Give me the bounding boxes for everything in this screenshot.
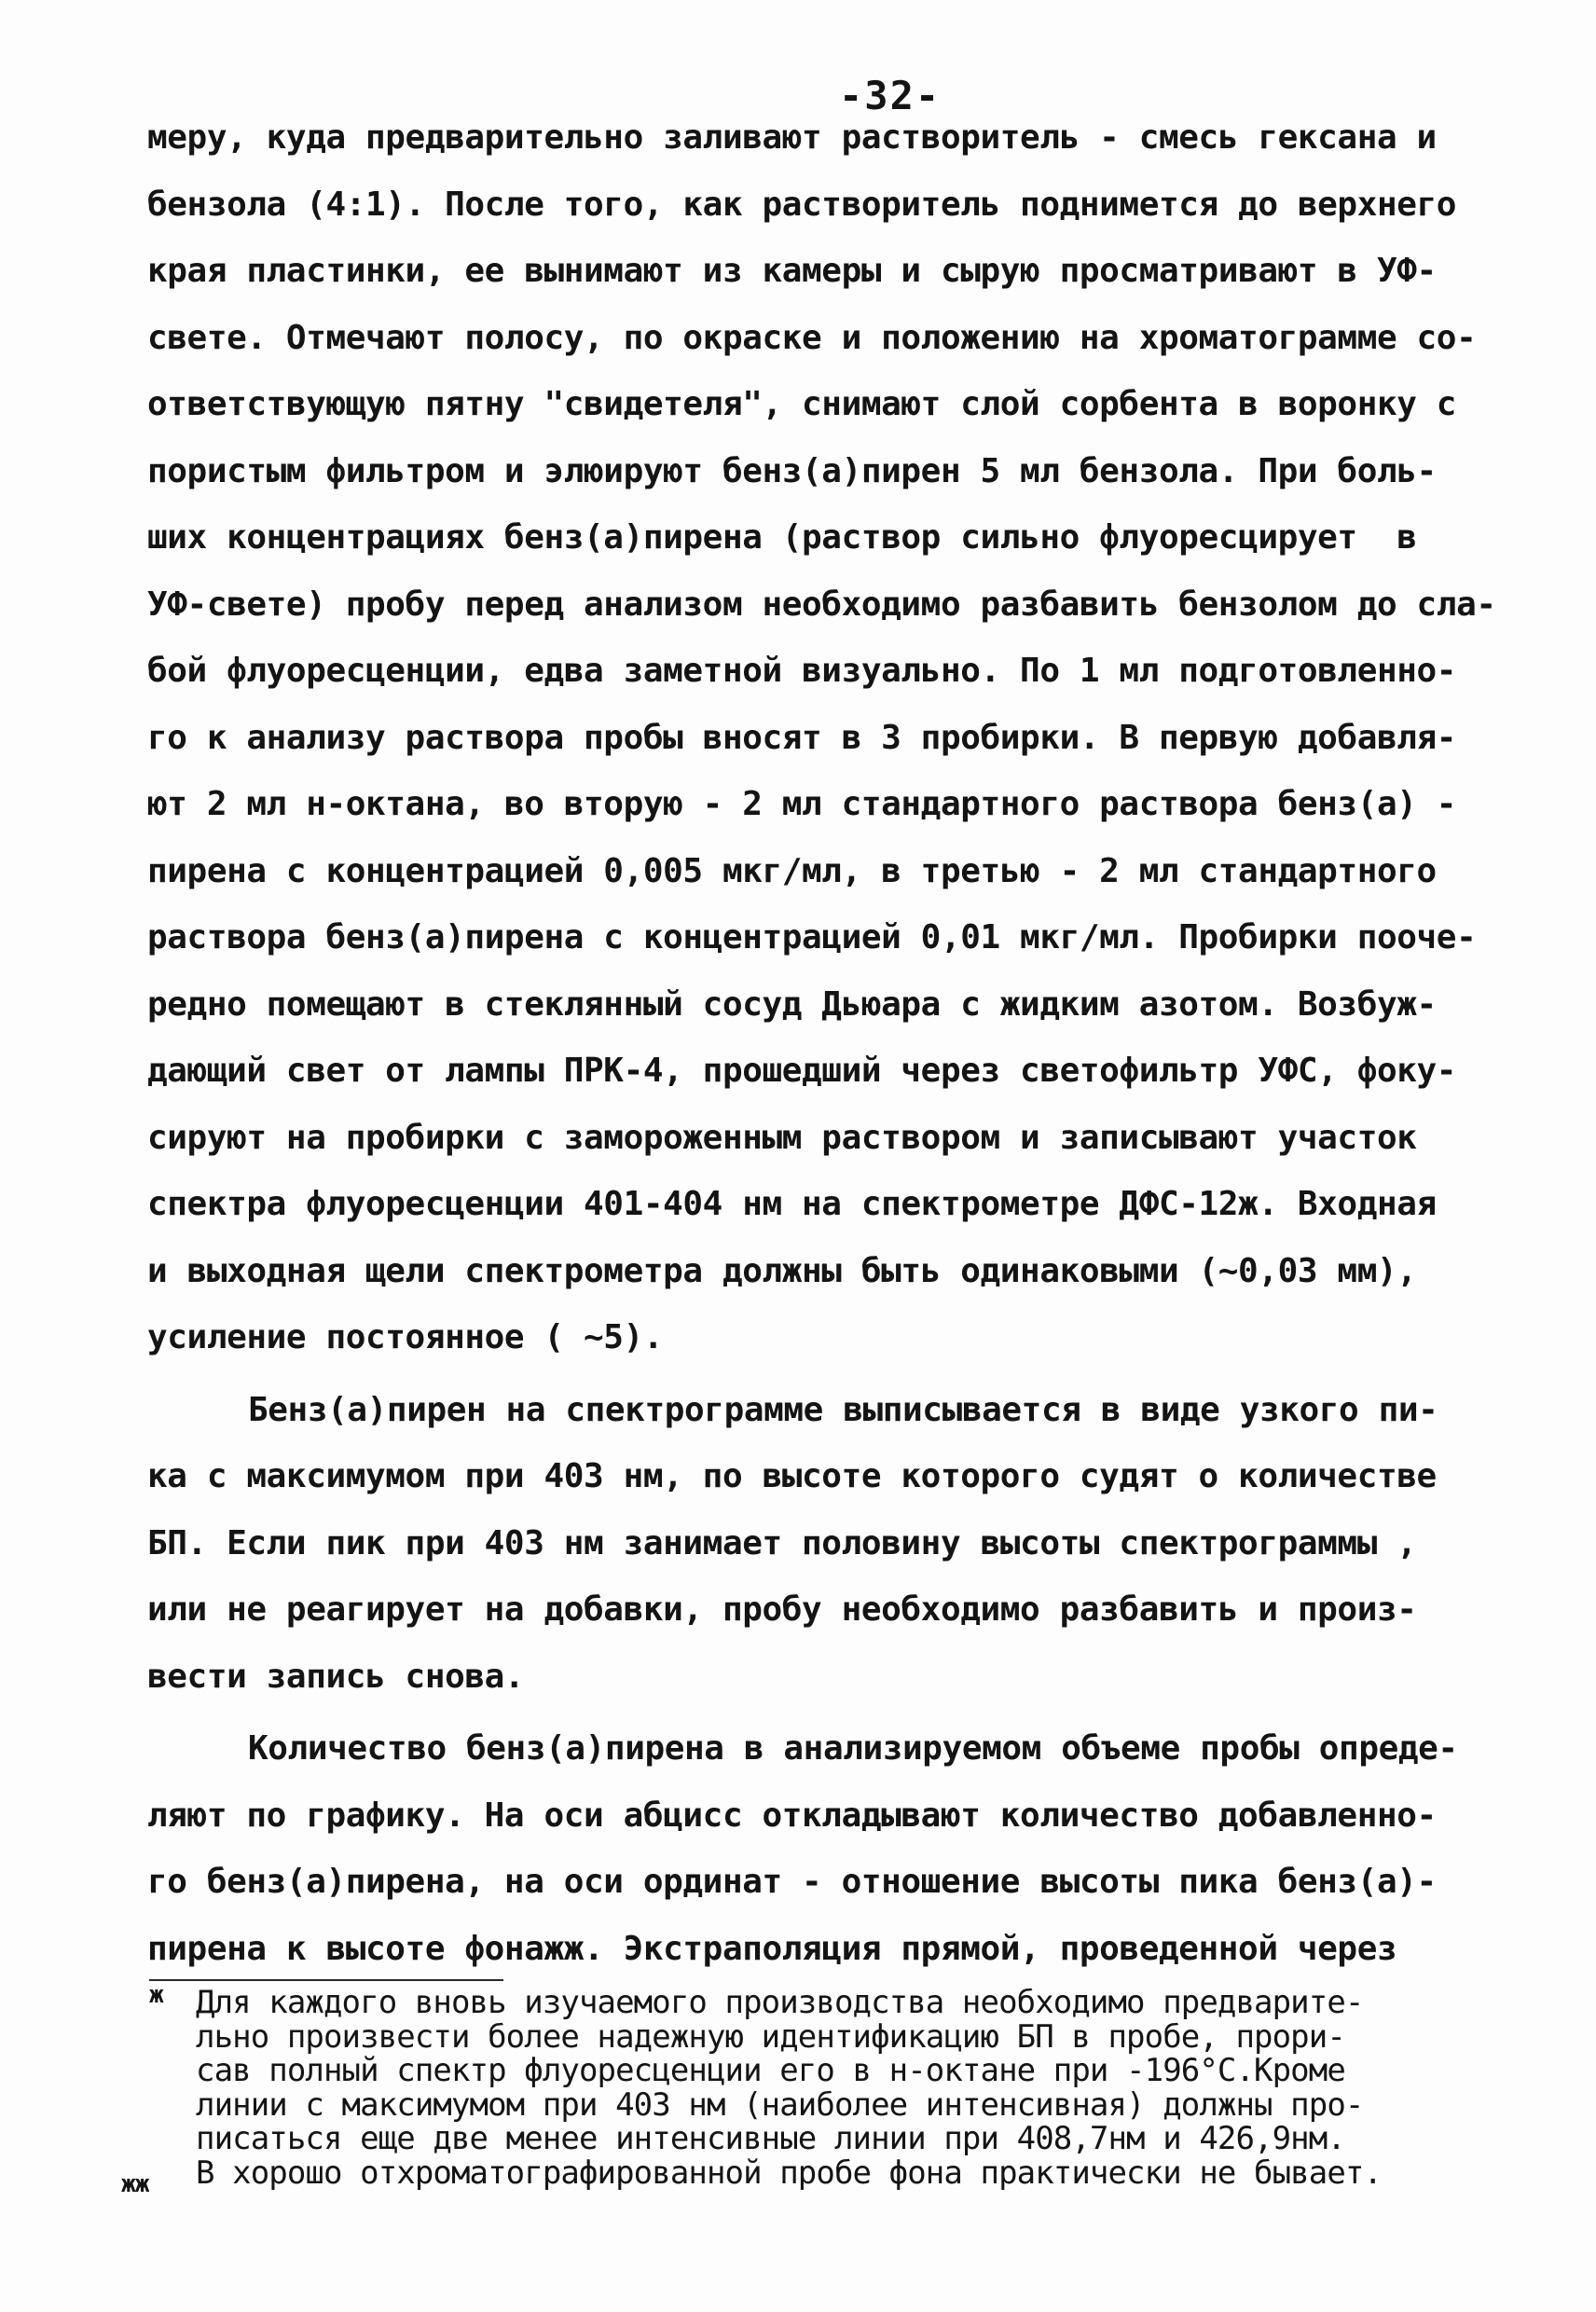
page-number: -32-: [839, 73, 942, 118]
footnote-2: [114, 2154, 1493, 2198]
text-line: пористым фильтром и элюируют бенз(а)пирен 5 мл бензола. При боль-: [147, 451, 1437, 490]
footnotes: [114, 1981, 1493, 2198]
text-line: и выходная щели спектрометра должны быть одинаковыми (~0,03 мм),: [147, 1251, 1417, 1290]
footnote-divider: [149, 1979, 503, 1981]
footnote-line: В хорошо отхроматографированной пробе фона практически не бывает.: [196, 2154, 1383, 2192]
footnote-line: линии с максимумом при 403 нм (наиболее интенсивная) должны про-: [196, 2085, 1364, 2124]
text-line: пирена к высоте фонажж. Экстраполяция прямой, проведенной через: [147, 1929, 1397, 1968]
main-text: [147, 104, 1496, 1982]
footnote-line: сав полный спектр флуоресценции его в н-октане при -196°С.Кроме: [196, 2052, 1345, 2089]
footnote-1: [114, 1981, 1493, 2157]
footnote-marker: жж: [121, 2169, 149, 2198]
text-line: сируют на пробирки с замороженным раствором и записывают участок: [147, 1118, 1417, 1157]
footnote-marker: ж: [149, 1981, 163, 2009]
text-line: бензола (4:1). После того, как растворитель поднимется до верхнего: [147, 185, 1457, 224]
text-line: ляют по графику. На оси абцисс откладывают количество добавленно-: [147, 1796, 1437, 1835]
text-line: УФ-свете) пробу перед анализом необходимо разбавить бензолом до сла-: [147, 585, 1496, 624]
footnote-line: писаться еще две менее интенсивные линии при 408,7нм и 426,9нм.: [196, 2120, 1345, 2157]
text-line: ют 2 мл н-октана, во вторую - 2 мл стандартного раствора бенз(а) -: [147, 785, 1457, 823]
text-line: вести запись снова.: [147, 1657, 525, 1696]
text-line: раствора бенз(а)пирена с концентрацией 0,01 мкг/мл. Пробирки пооче-: [147, 918, 1477, 956]
text-line: БП. Если пик при 403 нм занимает половину высоты спектрограммы ,: [147, 1523, 1417, 1562]
text-line: ших концентрациях бенз(а)пирена (раствор сильно флуоресцирует в: [147, 518, 1417, 557]
paragraph-2: [147, 1377, 1482, 1711]
text-line: го бенз(а)пирена, на оси ординат - отношение высоты пика бенз(а)-: [147, 1863, 1437, 1901]
text-line: пирена с концентрацией 0,005 мкг/мл, в третью - 2 мл стандартного: [147, 851, 1437, 890]
text-line: дающий свет от лампы ПРК-4, прошедший через светофильтр УФС, фоку-: [147, 1052, 1457, 1090]
text-line: редно помещают в стеклянный сосуд Дьюара с жидким азотом. Возбуж-: [147, 984, 1437, 1024]
paragraph-3: [147, 1715, 1482, 1982]
text-line: усиление постоянное ( ~5).: [147, 1318, 664, 1356]
text-line: свете. Отмечают полосу, по окраске и положению на хроматограмме со-: [147, 318, 1477, 357]
paragraph-1: [147, 104, 1496, 1371]
text-line: меру, куда предварительно заливают растворитель - смесь гексана и: [147, 118, 1437, 157]
text-line: бой флуоресценции, едва заметной визуально. По 1 мл подготовленно-: [147, 652, 1457, 690]
text-line: спектра флуоресценции 401-404 нм на спектрометре ДФС-12ж. Входная: [147, 1185, 1437, 1223]
text-line: ответствующую пятну "свидетеля", снимают слой сорбента в воронку с: [147, 385, 1457, 423]
footnote-line: льно произвести более надежную идентификацию БП в пробе, прopи-: [196, 2017, 1345, 2056]
text-line: го к анализу раствора пробы вносят в 3 пробирки. В первую добавля-: [147, 718, 1457, 757]
text-line: Бенз(а)пирен на спектрограмме выписывается в виде узкого пи-: [248, 1390, 1438, 1429]
text-line: ка с максимумом при 403 нм, по высоте которого судят о количестве: [147, 1457, 1437, 1495]
text-line: Количество бенз(а)пирена в анализируемом объеме пробы опреде-: [248, 1729, 1458, 1768]
text-line: края пластинки, ее вынимают из камеры и сырую просматривают в УФ-: [147, 252, 1437, 290]
footnote-line: Для каждого вновь изучаемого производства необходимо предварите-: [196, 1984, 1364, 2021]
text-line: или не реагирует на добавки, пробу необходимо разбавить и произ-: [147, 1590, 1417, 1629]
